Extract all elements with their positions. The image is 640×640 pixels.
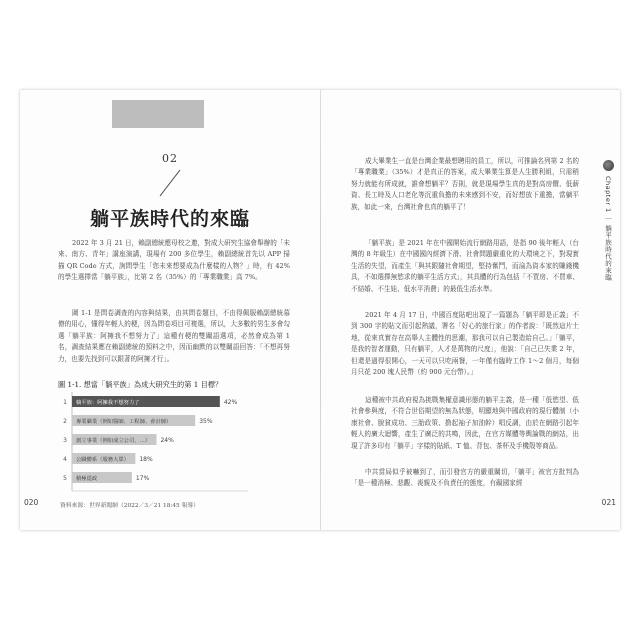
chapter-title: 躺平族時代的來臨: [89, 208, 250, 230]
slash-divider-icon: [156, 168, 184, 198]
chart-value-label-5: 17%: [135, 475, 150, 482]
chapter-side-tab: [602, 160, 616, 350]
right-paragraph-2: 「躺平族」是 2021 年在中國開始流行網路用語，是指 90 後年輕人（台灣的 8 年級生）在中國國內經濟下滑、社會問題嚴重化的大環境之下，對現實生活的失望，而產生「與其跟隨社會期望，堅持奮鬥，而淪為資本家的賺錢機具，不如選擇無慾求的躺平生活方式」，其具體的行為包括「不買房、不買車、不結婚、不生娃、低水平消費」的最低生活水準。: [351, 239, 579, 293]
source-note: 資料來源：世界新聞網（2022／3／21 18:45 報導）: [60, 503, 199, 509]
left-page: [20, 90, 320, 530]
chapter-side-label: Chapter 1 ｜ 躺平族時代的來臨: [604, 176, 612, 281]
right-paragraph-1: 成大畢業生一直是台灣企業最想聘用的員工，所以，可推論名列第 2 名的「專業職業」（35%）才是真正的答案，成大畢業生算是人生勝利組，只需稍努力就能有所成就，誰會想躺平？否則，就是現場學生真的是對高房價、低薪資、長工時及人口老化等沉重負擔的未來感到不安，而好想放下重擔，當躺平族，如此一來，台灣社會也真的躺平了！: [351, 157, 579, 211]
chart-bar-label-1: 躺平族：阿擁我不想努力了: [76, 399, 140, 406]
right-paragraph-3: 2021 年 4 月 17 日，中國百度貼吧出現了一篇題為「躺平即是正義」不到 300 字的貼文而引起熱議，署名「好心的旅行家」的作者說：「既然這片土地，從來真實存在高舉人主體性的思潮，那我可以自己製造給自己。」「躺平，是我的智者運動，只有躺平，人才是萬物的尺度」，他說：「自己已失業 2 年，但還是過得很開心，一天可以只吃兩餐，一年僅有臨時工作 1～2 個月，每個月只花 200 塊人民幣（約 900 元台幣）。」: [351, 311, 579, 377]
chart-value-label-2: 35%: [199, 418, 213, 425]
chart-bar-label-3: 創立事業（例如成立公司、…）: [76, 437, 151, 444]
right-paragraph-5: 中共當局似乎被嚇到了，而引發官方的嚴重關切，「躺平」被官方批判為「是一種消極、悲觀、喪親及不負責任的態度，有礙國家經: [351, 468, 579, 488]
page-number-left: 020: [24, 498, 39, 507]
chart-value-label-3: 24%: [160, 437, 174, 444]
chart-bar-label-4: 公職體系（服務大眾）: [76, 456, 129, 463]
chart-value-label-1: 42%: [223, 399, 238, 406]
chart-value-label-4: 18%: [139, 456, 153, 463]
book-spread: [20, 90, 620, 530]
chart-bar-label-5: 積極從政: [76, 475, 98, 482]
right-page: [321, 90, 620, 530]
right-paragraph-4: 這種被中共政府視為挑戰集權意識形態的躺平主義，是一種「低慾望、低社會參與度，不符合世俗期望的無為狀態，明顯地與中國政府的現行體制（小康社會、脫貧成功、三胎政策、撸起袖子加油幹）唱反調，由於在網路引起年輕人的廣大迴響，產生了廣泛的共鳴，因此，在官方媒體等輿論戰的網站，出現了許多印有「躺平」字樣的貼紙、T 恤、背包、茶杯及手機殼等商品。: [351, 396, 579, 450]
chapter-header-block: [112, 100, 204, 128]
chart-category-label-2: 2: [63, 418, 67, 425]
left-paragraph-1: 2022 年 3 月 21 日，賴副總統應母校之邀，對成大研究生協會舉辦的「未來、南方、青年」講座演講，現場有 200 多位學生，賴副總統首先以 APP 掃描 QR Code 方式，詢問學生「您未來想要成為什麼樣的人物？」時，有 42% 的學生選擇當「躺平族」，比第 2 名（35%）的「專業職業」高 7%。: [58, 239, 290, 282]
chart-category-label-3: 3: [63, 437, 67, 444]
chapter-tab-icon: [603, 160, 614, 171]
bar-chart: [54, 390, 284, 498]
figure-title: 圖 1-1. 想當「躺平族」為成大研究生的第 1 目標？: [58, 380, 223, 389]
page-number-right: 021: [601, 498, 616, 507]
left-paragraph-2: 圖 1-1 是問卷調查的內容與結果，由其問卷題目，不由得佩服賴副總統慕僚的用心，懂得年輕人的梗，因為問卷項目可複選，所以，大多數的男生多會勾選「躺平族：阿擁我不想努力了」這種有梗的雙關語選項，必然會成為第 1 名，調查結果應在賴副總統的預料之中，因而幽默的以雙關語回答：「不想再努力，也要先找到可以跟著的阿擁才行」。: [58, 309, 290, 363]
chart-bar-label-2: 專業職業（例如醫師、工程師、會計師）: [76, 418, 172, 425]
chart-category-label-5: 5: [63, 475, 67, 482]
chapter-number: 02: [162, 152, 178, 165]
chart-category-label-4: 4: [63, 456, 67, 463]
chart-category-label-1: 1: [63, 399, 67, 406]
